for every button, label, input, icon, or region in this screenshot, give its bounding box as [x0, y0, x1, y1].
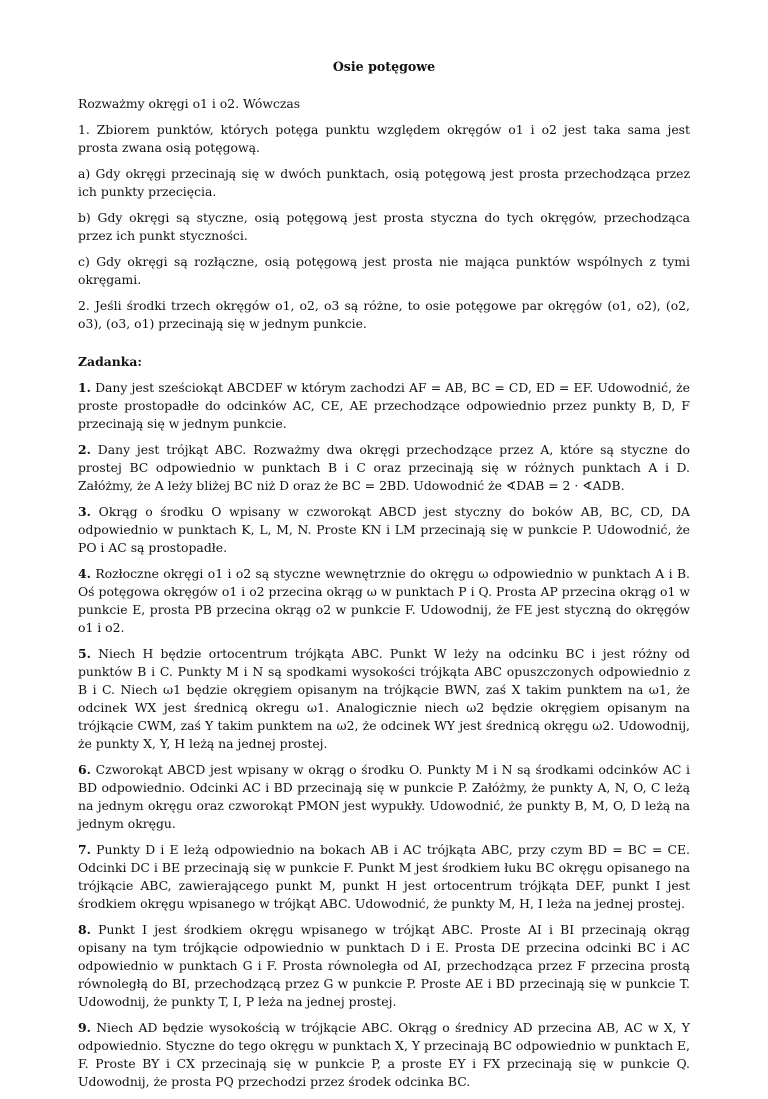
- intro-paragraph: Rozważmy okręgi o1 i o2. Wówczas: [78, 96, 301, 111]
- document-page: [78, 58, 690, 1099]
- document-title: Osie potęgowe: [332, 59, 436, 74]
- problem-item: [78, 1019, 690, 1091]
- problem-text: Dany jest sześciokąt ABCDEF w którym zachodzi AF = AB, BC = CD, ED = EF. Udowodnić, że proste prostopadłe do odcinków AC, CE, AE przechodzące odpowiednio przez punkty B, D, F przecinają się w jednym punkcie.: [78, 380, 690, 431]
- theory-paragraph: 2. Jeśli środki trzech okręgów o1, o2, o3 są różne, to osie potęgowe par okręgów (o1, o2), (o2, o3), (o3, o1) przecinają się w jednym punkcie.: [78, 298, 690, 331]
- problem-item: [78, 761, 690, 833]
- theory-paragraph: 1. Zbiorem punktów, których potęga punktu względem okręgów o1 i o2 jest taka sama jest prosta zwana osią potęgową.: [78, 122, 690, 155]
- problem-item: [78, 441, 690, 495]
- theory-paragraph: c) Gdy okręgi są rozłączne, osią potęgową jest prosta nie mająca punktów wspólnych z tymi okręgami.: [78, 254, 690, 287]
- problem-number: 8.: [78, 922, 91, 937]
- problems-heading: Zadanka:: [78, 354, 142, 369]
- problem-number: 1.: [78, 380, 91, 395]
- problem-text: Punkt I jest środkiem okręgu wpisanego w trójkąt ABC. Proste AI i BI przecinają okrąg opisany na tym trójkącie odpowiednio w punktach D i E. Prosta DE przecina odcinki BC i AC odpowiednio w punktach G i F. Prosta równoległa od AI, przechodząca przez F przecina prostą równoległą do BI, przechodzącą przez G w punkcie P. Proste AE i BD przecinają się w punkcie T. Udowodnij, że punkty T, I, P leża na jednej prostej.: [78, 922, 690, 1009]
- problem-item: [78, 841, 690, 913]
- problem-item: [78, 503, 690, 557]
- theory-paragraph: b) Gdy okręgi są styczne, osią potęgową jest prosta styczna do tych okręgów, przechodząca przez ich punkt styczności.: [78, 210, 690, 243]
- theory-paragraph: a) Gdy okręgi przecinają się w dwóch punktach, osią potęgową jest prosta przechodząca przez ich punkty przecięcia.: [78, 166, 690, 199]
- problem-text: Punkty D i E leżą odpowiednio na bokach AB i AC trójkąta ABC, przy czym BD = BC = CE. Odcinki DC i BE przecinają się w punkcie F. Punkt M jest środkiem łuku BC okręgu opisanego na trójkącie ABC, zawierającego punkt M, punkt H jest ortocentrum trójkąta DEF, punkt I jest środkiem okręgu wpisanego w trójkąt ABC. Udowodnić, że punkty M, H, I leża na jednej prostej.: [78, 842, 690, 911]
- problem-item: [78, 565, 690, 637]
- problem-number: 9.: [78, 1020, 91, 1035]
- problem-text: Czworokąt ABCD jest wpisany w okrąg o środku O. Punkty M i N są środkami odcinków AC i BD odpowiednio. Odcinki AC i BD przecinają się w punkcie P. Załóżmy, że punkty A, N, O, C leżą na jednym okręgu oraz czworokąt PMON jest wypukły. Udowodnić, że punkty B, M, O, D leżą na jednym okręgu.: [78, 762, 690, 831]
- problem-item: [78, 921, 690, 1011]
- problem-number: 5.: [78, 646, 91, 661]
- problem-number: 3.: [78, 504, 91, 519]
- problem-number: 2.: [78, 442, 91, 457]
- problem-text: Okrąg o środku O wpisany w czworokąt ABCD jest styczny do boków AB, BC, CD, DA odpowiednio w punktach K, L, M, N. Proste KN i LM przecinają się w punkcie P. Udowodnić, że PO i AC są prostopadłe.: [78, 504, 690, 555]
- problem-number: 6.: [78, 762, 91, 777]
- problem-text: Rozłoczne okręgi o1 i o2 są styczne wewnętrznie do okręgu ω odpowiednio w punktach A i B. Oś potęgowa okręgów o1 i o2 przecina okrąg ω w punktach P i Q. Prosta AP przecina okrąg o1 w punkcie E, prosta PB przecina okrąg o2 w punkcie F. Udowodnij, że FE jest styczną do okręgów o1 i o2.: [78, 566, 690, 635]
- problem-item: [78, 645, 690, 753]
- problem-number: 7.: [78, 842, 91, 857]
- problem-text: Niech H będzie ortocentrum trójkąta ABC. Punkt W leży na odcinku BC i jest różny od punktów B i C. Punkty M i N są spodkami wysokości trójkąta ABC opuszczonych odpowiednio z B i C. Niech ω1 będzie okręgiem opisanym na trójkącie BWN, zaś X takim punktem na ω1, że odcinek WX jest średnicą okregu ω1. Analogicznie niech ω2 będzie okręgiem opisanym na trójkącie CWM, zaś Y takim punktem na ω2, że odcinek WY jest średnicą okręgu ω2. Udowodnij, że punkty X, Y, H leżą na jednej prostej.: [78, 646, 690, 751]
- problem-text: Niech AD będzie wysokością w trójkącie ABC. Okrąg o średnicy AD przecina AB, AC w X, Y odpowiednio. Styczne do tego okręgu w punktach X, Y przecinają BC odpowiednio w punktach E, F. Proste BY i CX przecinają się w punkcie P, a proste EY i FX przecinają się w punkcie Q. Udowodnij, że prosta PQ przechodzi przez środek odcinka BC.: [78, 1020, 690, 1089]
- problem-item: [78, 379, 690, 433]
- problem-text: Dany jest trójkąt ABC. Rozważmy dwa okręgi przechodzące przez A, które są styczne do prostej BC odpowiednio w punktach B i C oraz przecinają się w różnych punktach A i D. Załóżmy, że A leży bliżej BC niż D oraz że BC = 2BD. Udowodnić że ∢DAB = 2 · ∢ADB.: [78, 442, 690, 493]
- problem-number: 4.: [78, 566, 91, 581]
